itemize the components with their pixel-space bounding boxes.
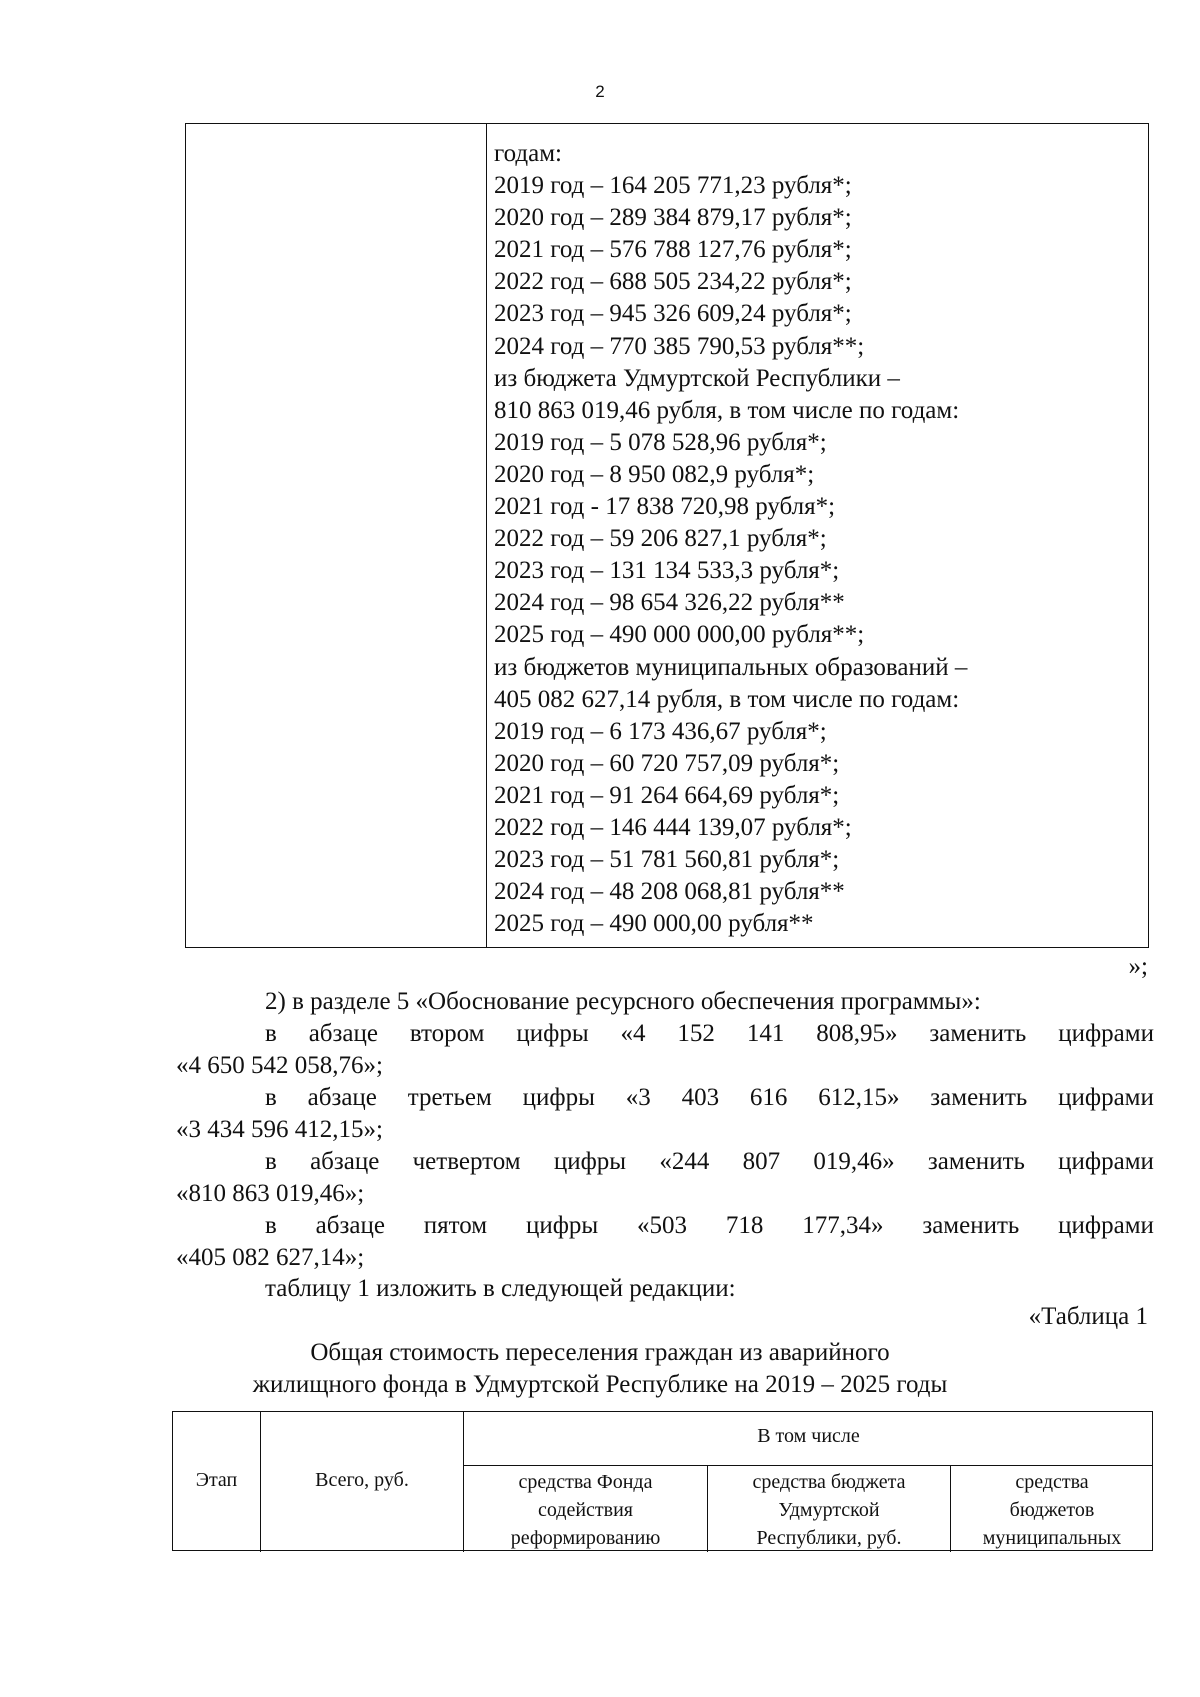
paragraph-word: 718 bbox=[725, 1212, 764, 1239]
page-number: 2 bbox=[595, 82, 605, 101]
paragraph-word: цифры bbox=[525, 1212, 599, 1239]
header-total: Всего, руб. bbox=[315, 1469, 409, 1491]
table-column-divider bbox=[486, 124, 487, 947]
funding-line: 810 863 019,46 рубля, в том числе по годам: bbox=[494, 396, 960, 424]
funding-line: 2022 год – 59 206 827,1 рубля*; bbox=[494, 525, 827, 553]
paragraph-word: заменить bbox=[930, 1084, 1028, 1111]
header-budget-ur-line: средства бюджета bbox=[752, 1471, 906, 1493]
paragraph-word: «4 bbox=[620, 1020, 646, 1047]
funding-line: 2021 год – 91 264 664,69 рубля*; bbox=[494, 781, 840, 809]
paragraph-word: 141 bbox=[746, 1020, 785, 1047]
paragraph-word: четвертом bbox=[412, 1148, 521, 1175]
replacement-value: «4 650 542 058,76»; bbox=[176, 1052, 383, 1079]
funding-line: из бюджетов муниципальных образований – bbox=[494, 653, 968, 681]
funding-line: 2019 год – 5 078 528,96 рубля*; bbox=[494, 428, 827, 456]
header-fund-line: средства Фонда bbox=[518, 1471, 653, 1493]
replacement-paragraph-line bbox=[265, 1210, 1154, 1242]
funding-line: 2022 год – 688 505 234,22 рубля*; bbox=[494, 268, 852, 296]
header-fund-line: реформированию bbox=[510, 1527, 661, 1549]
funding-continuation-table bbox=[185, 123, 1149, 948]
funding-line: 2023 год – 131 134 533,3 рубля*; bbox=[494, 557, 840, 585]
paragraph-word: 019,46» bbox=[813, 1148, 895, 1175]
funding-line: 2022 год – 146 444 139,07 рубля*; bbox=[494, 813, 852, 841]
paragraph-word: «503 bbox=[637, 1212, 688, 1239]
funding-line: годам: bbox=[494, 140, 562, 167]
header-budget-mun-line: бюджетов bbox=[1009, 1499, 1095, 1521]
funding-line: 2020 год – 60 720 757,09 рубля*; bbox=[494, 749, 840, 777]
paragraph-word: цифры bbox=[522, 1084, 595, 1111]
paragraph-word: 612,15» bbox=[818, 1084, 900, 1111]
paragraph-word: заменить bbox=[929, 1020, 1027, 1047]
header-including: В том числе bbox=[757, 1425, 860, 1447]
funding-line: 2025 год – 490 000 000,00 рубля**; bbox=[494, 621, 865, 649]
paragraph-word: цифрами bbox=[1058, 1148, 1154, 1175]
replacement-value: «405 082 627,14»; bbox=[176, 1244, 365, 1271]
paragraph-word: 177,34» bbox=[802, 1212, 884, 1239]
cost-table-header bbox=[172, 1411, 1153, 1551]
table-title-line-2: жилищного фонда в Удмуртской Республике на 2019 – 2025 годы bbox=[252, 1371, 948, 1398]
header-budget-ur bbox=[708, 1468, 950, 1550]
table-title-line-1: Общая стоимость переселения граждан из аварийного bbox=[310, 1339, 890, 1366]
paragraph-word: втором bbox=[409, 1020, 485, 1047]
paragraph-word: 808,95» bbox=[816, 1020, 898, 1047]
funding-line: 2019 год – 164 205 771,23 рубля*; bbox=[494, 172, 852, 200]
paragraph-word: третьем bbox=[407, 1084, 492, 1111]
header-budget-ur-line: Республики, руб. bbox=[756, 1527, 902, 1549]
funding-line: 2023 год – 51 781 560,81 рубля*; bbox=[494, 846, 840, 874]
funding-line: 2019 год – 6 173 436,67 рубля*; bbox=[494, 717, 827, 745]
replacement-paragraph-line bbox=[265, 1018, 1154, 1050]
header-stage: Этап bbox=[195, 1469, 238, 1491]
replacement-paragraph-line bbox=[265, 1146, 1154, 1178]
table-hline bbox=[463, 1465, 1153, 1466]
paragraph-word: пятом bbox=[423, 1212, 488, 1239]
replacement-value: «810 863 019,46»; bbox=[176, 1180, 365, 1207]
paragraph-word: в bbox=[265, 1148, 277, 1175]
funding-lines bbox=[494, 138, 967, 940]
header-budget-mun-line: муниципальных bbox=[982, 1527, 1122, 1549]
funding-line: 2024 год – 98 654 326,22 рубля** bbox=[494, 589, 845, 617]
funding-line: 2023 год – 945 326 609,24 рубля*; bbox=[494, 300, 852, 328]
funding-line: 2020 год – 8 950 082,9 рубля*; bbox=[494, 460, 815, 488]
paragraph-word: абзаце bbox=[308, 1020, 378, 1047]
closing-quote: »; bbox=[1128, 953, 1148, 980]
paragraph-word: в bbox=[265, 1084, 277, 1111]
paragraph-word: «244 bbox=[659, 1148, 710, 1175]
table-label: «Таблица 1 bbox=[1028, 1303, 1148, 1330]
replacement-value: «3 434 596 412,15»; bbox=[176, 1116, 383, 1143]
paragraph-word: заменить bbox=[927, 1148, 1025, 1175]
paragraph-word: абзаце bbox=[315, 1212, 385, 1239]
paragraph-word: заменить bbox=[922, 1212, 1020, 1239]
header-budget-mun-line: средства bbox=[1015, 1471, 1089, 1493]
paragraph-word: абзаце bbox=[310, 1148, 380, 1175]
paragraph-word: в bbox=[265, 1212, 277, 1239]
funding-line: 2021 год - 17 838 720,98 рубля*; bbox=[494, 493, 836, 521]
funding-line: из бюджета Удмуртской Республики – bbox=[494, 364, 900, 392]
paragraph-word: цифры bbox=[553, 1148, 627, 1175]
replacement-paragraph-line bbox=[265, 1082, 1154, 1114]
paragraph-word: цифрами bbox=[1058, 1084, 1154, 1111]
funding-line: 2025 год – 490 000,00 рубля** bbox=[494, 910, 814, 938]
funding-line: 405 082 627,14 рубля, в том числе по годам: bbox=[494, 685, 960, 713]
funding-line: 2024 год – 48 208 068,81 рубля** bbox=[494, 878, 845, 906]
funding-line: 2021 год – 576 788 127,76 рубля*; bbox=[494, 236, 852, 264]
header-fund-means bbox=[464, 1468, 707, 1550]
header-fund-line: содействия bbox=[537, 1499, 634, 1521]
header-budget-mun bbox=[951, 1468, 1153, 1550]
paragraph-word: цифры bbox=[516, 1020, 589, 1047]
funding-line: 2024 год – 770 385 790,53 рубля**; bbox=[494, 332, 865, 360]
paragraph-word: в bbox=[265, 1020, 277, 1047]
section-intro: 2) в разделе 5 «Обоснование ресурсного обеспечения программы»: bbox=[265, 988, 981, 1015]
paragraph-word: 807 bbox=[742, 1148, 781, 1175]
paragraph-word: 616 bbox=[749, 1084, 788, 1111]
paragraph-word: абзаце bbox=[307, 1084, 377, 1111]
paragraph-word: 152 bbox=[677, 1020, 715, 1047]
paragraph-word: 403 bbox=[681, 1084, 720, 1111]
paragraph-word: цифрами bbox=[1058, 1212, 1154, 1239]
header-budget-ur-line: Удмуртской bbox=[778, 1499, 880, 1521]
paragraph-word: «3 bbox=[625, 1084, 651, 1111]
table-instruction: таблицу 1 изложить в следующей редакции: bbox=[265, 1275, 736, 1302]
paragraph-word: цифрами bbox=[1058, 1020, 1154, 1047]
funding-line: 2020 год – 289 384 879,17 рубля*; bbox=[494, 204, 852, 232]
